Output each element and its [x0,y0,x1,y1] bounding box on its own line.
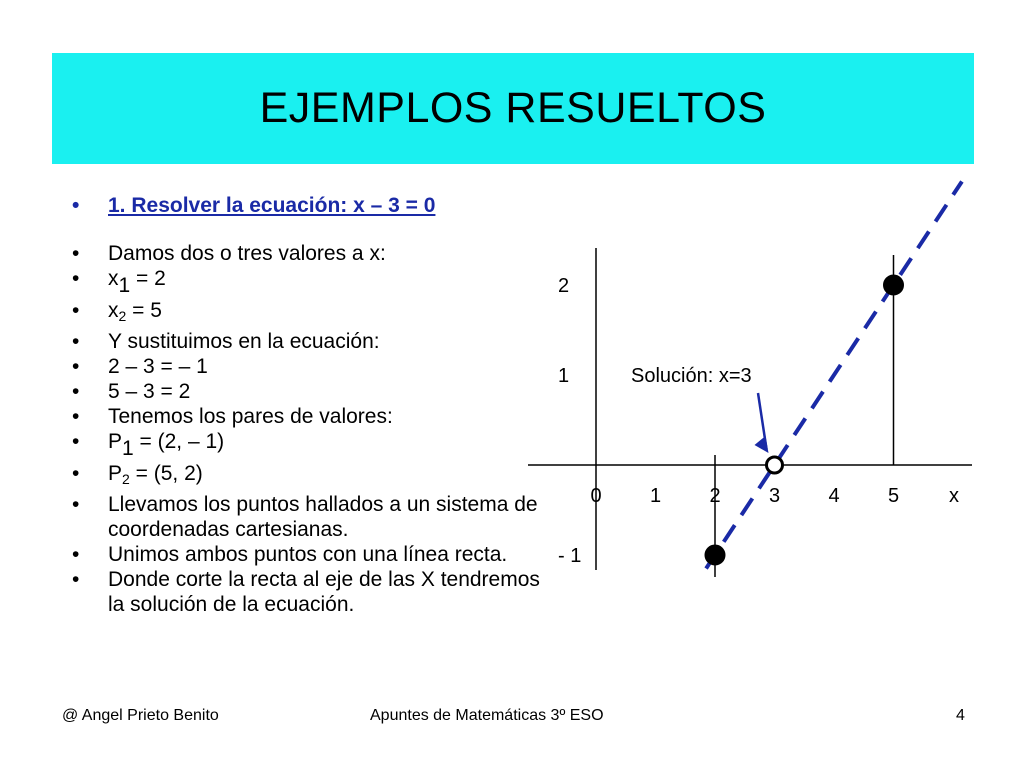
bullet-text: 5 – 3 = 2 [108,380,191,403]
bullet-text: = (2, – 1) [133,430,225,453]
bullet-text: Donde corte la recta al eje de las X tendremos la solución de la ecuación. [108,568,540,616]
slide-title: EJEMPLOS RESUELTOS [259,84,767,132]
bullet-text: Y sustituimos en la ecuación: [108,330,380,353]
bullet-text: P [108,462,123,485]
problem-text: 1. Resolver la ecuación: x – 3 = 0 [108,194,436,217]
footer-page-number: 4 [956,707,965,724]
bullet-text: Unimos ambos puntos con una línea recta. [108,543,508,566]
data-point [706,546,724,564]
data-point [885,276,903,294]
bullet-text: = 2 [130,267,166,290]
bullet-subscript: 2 [118,308,127,324]
bullet-text: 2 – 3 = – 1 [108,355,208,378]
x-tick-label: 3 [768,485,781,507]
x-tick-label: 0 [590,485,602,507]
annotation-arrow-head [755,436,769,453]
x-tick-label: 1 [649,485,662,507]
footer-course: Apuntes de Matemáticas 3º ESO [370,707,604,724]
bullet-text: Tenemos los pares de valores: [108,405,393,428]
bullet-text: Llevamos los puntos hallados a un sistema de coordenadas cartesianas. [108,493,538,541]
bullet-subscript: 1 [122,437,134,460]
bullet-text: x [108,299,119,322]
bullet-text: P [108,430,123,453]
x-tick-label: 2 [709,485,721,507]
x-tick-label: 5 [887,485,900,507]
y-tick-label: - 1 [558,545,582,567]
bullet-subscript: 2 [122,471,130,487]
y-tick-label: 1 [558,365,570,387]
x-tick-label: 4 [828,485,840,507]
bullet-text: = 5 [126,299,162,322]
bullet-subscript: 1 [118,274,131,297]
solution-point [767,457,783,473]
x-axis-label: x [949,485,959,507]
bullet-text: Damos dos o tres valores a x: [108,242,386,265]
solution-annotation: Solución: x=3 [631,365,752,387]
bullet-text: x [108,267,119,290]
footer-author: @ Angel Prieto Benito [62,707,219,724]
bullet-text: = (5, 2) [129,462,203,485]
y-tick-label: 2 [558,275,570,297]
